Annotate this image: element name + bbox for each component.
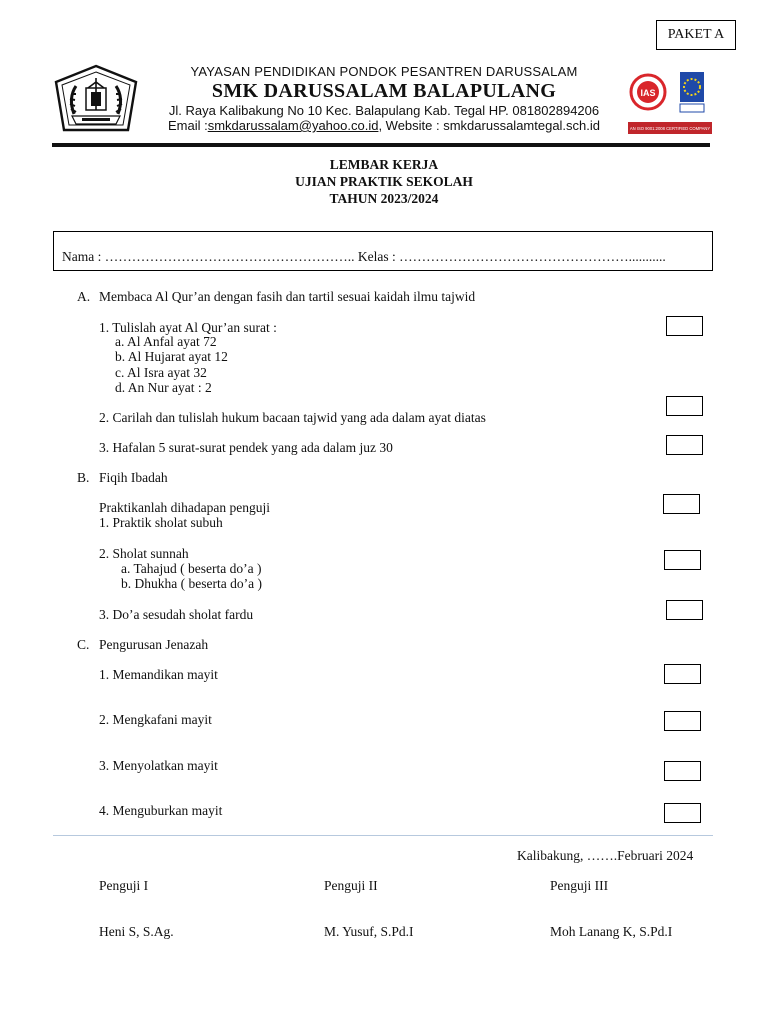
certification-logos <box>628 70 712 136</box>
email-label: Email : <box>167 118 208 133</box>
examiner-1-name: Heni S, S.Ag. <box>99 924 174 939</box>
ias-text: IAS <box>640 88 656 98</box>
section-b-item-2a: a. Tahajud ( beserta do’a ) <box>121 561 262 576</box>
school-name: SMK DARUSSALAM BALAPULANG <box>211 80 557 102</box>
score-box-b2[interactable] <box>664 550 701 570</box>
examiner-1-title: Penguji I <box>99 878 149 893</box>
score-box-c2[interactable] <box>664 711 701 731</box>
title-line-3: TAHUN 2023/2024 <box>329 191 439 206</box>
score-box-c3[interactable] <box>664 761 701 781</box>
section-c-marker: C. <box>77 637 90 652</box>
score-box-a3[interactable] <box>666 435 703 455</box>
examiner-2-name: M. Yusuf, S.Pd.I <box>324 924 414 939</box>
website-text: , Website : smkdarussalamtegal.sch.id <box>378 118 601 133</box>
score-box-b1[interactable] <box>663 494 700 514</box>
section-c-item-4: 4. Menguburkan mayit <box>99 803 223 818</box>
title-line-2: UJIAN PRAKTIK SEKOLAH <box>295 174 473 189</box>
section-c-item-2: 2. Mengkafani mayit <box>99 712 212 727</box>
score-box-b3[interactable] <box>666 600 703 620</box>
section-a-item-1a: a. Al Anfal ayat 72 <box>115 334 217 349</box>
section-a-heading: Membaca Al Qur’an dengan fasih dan tartil sesuai kaidah ilmu tajwid <box>99 289 476 304</box>
section-b-item-1: 1. Praktik sholat subuh <box>99 515 223 530</box>
footer-divider <box>53 835 713 836</box>
section-a-item-1c: c. Al Isra ayat 32 <box>115 365 207 380</box>
score-box-a1[interactable] <box>666 316 703 336</box>
header-rule <box>52 143 710 147</box>
place-date: Kalibakung, …….Februari 2024 <box>517 848 694 863</box>
section-b-intro: Praktikanlah dihadapan penguji <box>99 500 270 515</box>
school-address: Jl. Raya Kalibakung No 10 Kec. Balapulang Kab. Tegal HP. 081802894206 <box>168 103 600 118</box>
title-line-1: LEMBAR KERJA <box>329 157 439 172</box>
section-b-item-3: 3. Do’a sesudah sholat fardu <box>99 607 254 622</box>
section-b-marker: B. <box>77 470 90 485</box>
examiner-2-title: Penguji II <box>324 878 378 893</box>
section-a-item-3: 3. Hafalan 5 surat-surat pendek yang ada dalam juz 30 <box>99 440 393 455</box>
section-a-item-1b: b. Al Hujarat ayat 12 <box>115 349 228 364</box>
score-box-c1[interactable] <box>664 664 701 684</box>
identity-box[interactable] <box>53 231 713 271</box>
section-c-heading: Pengurusan Jenazah <box>99 637 209 652</box>
section-c-item-3: 3. Menyolatkan mayit <box>99 758 218 773</box>
paket-label: PAKET A <box>656 20 736 50</box>
certified-company-text: AN ISO 9001:2008 CERTIFIED COMPANY <box>629 126 711 131</box>
email-link[interactable]: smkdarussalam@yahoo.co.id <box>207 118 379 133</box>
foundation-name: YAYASAN PENDIDIKAN PONDOK PESANTREN DARUSSALAM <box>190 64 578 79</box>
section-a-item-1: 1. Tulislah ayat Al Qur’an surat : <box>99 320 277 335</box>
identity-fields: Nama : ……………………………………………….. Kelas : ……………………………………………........... <box>62 249 666 264</box>
contact-line <box>164 118 604 133</box>
score-box-a2[interactable] <box>666 396 703 416</box>
section-b-item-2: 2. Sholat sunnah <box>99 546 189 561</box>
section-a-item-2: 2. Carilah dan tulislah hukum bacaan tajwid yang ada dalam ayat diatas <box>99 410 486 425</box>
section-c-item-1: 1. Memandikan mayit <box>99 667 218 682</box>
section-a-marker: A. <box>77 289 91 304</box>
examiner-3-title: Penguji III <box>550 878 609 893</box>
examiner-3-name: Moh Lanang K, S.Pd.I <box>550 924 673 939</box>
section-b-heading: Fiqih Ibadah <box>99 470 168 485</box>
section-b-item-2b: b. Dhukha ( beserta do’a ) <box>121 576 262 591</box>
section-a-item-1d: d. An Nur ayat : 2 <box>115 380 212 395</box>
score-box-c4[interactable] <box>664 803 701 823</box>
school-logo <box>52 64 140 136</box>
